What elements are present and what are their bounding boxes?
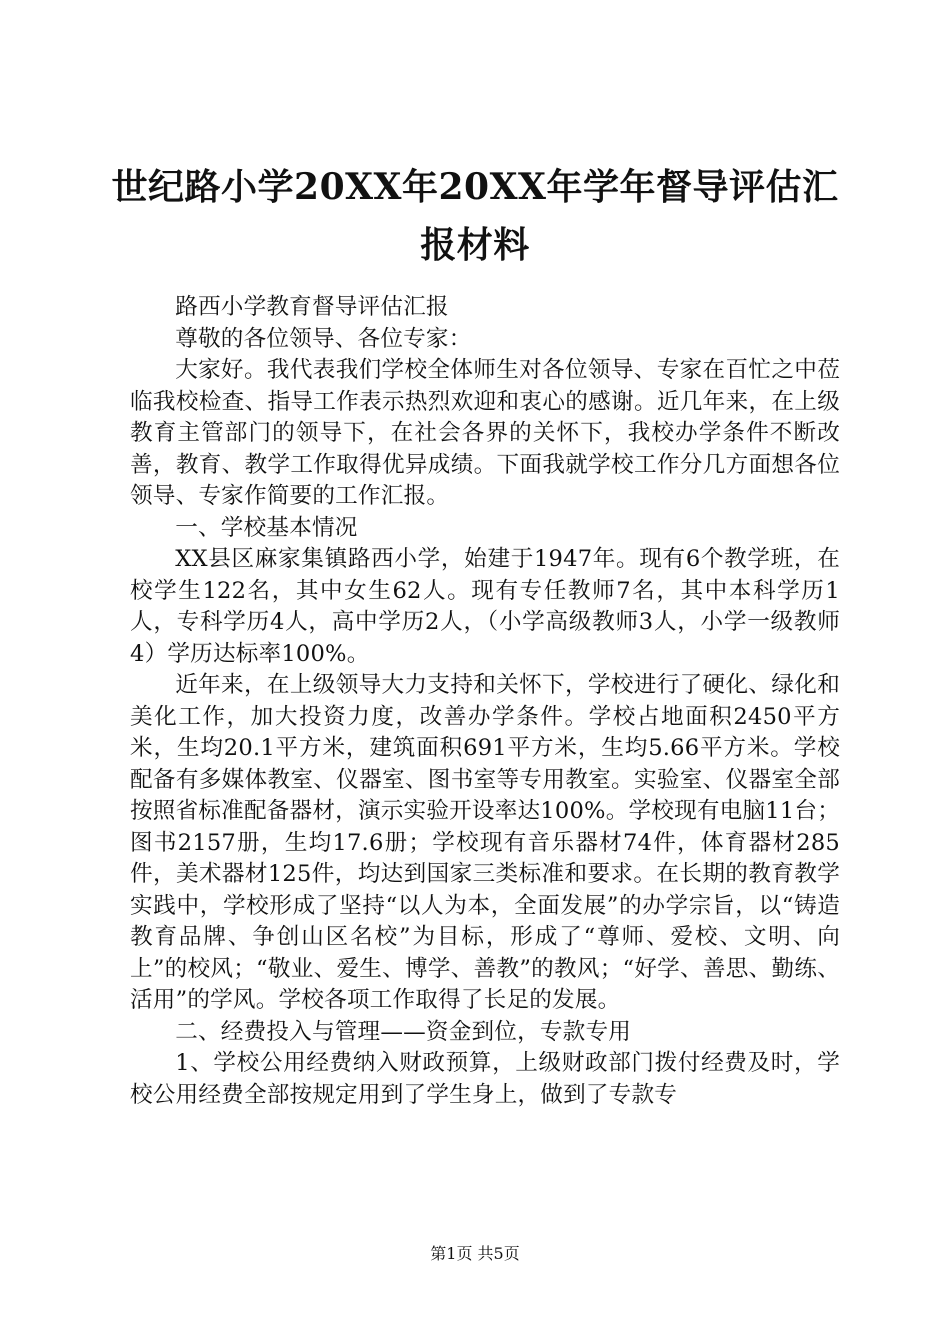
paragraph-subtitle: 路西小学教育督导评估汇报: [175, 294, 449, 320]
document-body: [130, 292, 840, 1111]
paragraph-facilities: 近年来，在上级领导大力支持和关怀下，学校进行了硬化、绿化和美化工作，加大投资力度，改善办学条件。学校占地面积2450平方米，生均20.1平方米，建筑面积691平方米，生均5.66平方米。学校配备有多媒体教室、仪器室、图书室等专用教室。实验室、仪器室全部按照省标准配备器材，演示实验开设率达100%。学校现有电脑11台；图书2157册，生均17.6册；学校现有音乐器材74件，体育器材285件，美术器材125件，均达到国家三类标准和要求。在长期的教育教学实践中，学校形成了坚持“以人为本，全面发展”的办学宗旨，以“铸造教育品牌、争创山区名校”为目标，形成了“尊师、爱校、文明、向上”的校风；“敬业、爱生、博学、善教”的教风；“好学、善思、勤练、活用”的学风。学校各项工作取得了长足的发展。: [130, 672, 840, 1013]
paragraph-school-info: XX县区麻家集镇路西小学，始建于1947年。现有6个教学班，在校学生122名，其中女生62人。现有专任教师7名，其中本科学历1人，专科学历4人，高中学历2人，（小学高级教师3人，小学一级教师4）学历达标率100%。: [130, 546, 840, 667]
paragraph-funding: 1、学校公用经费纳入财政预算，上级财政部门拨付经费及时，学校公用经费全部按规定用到了学生身上，做到了专款专: [130, 1050, 840, 1108]
section-heading-2: 二、经费投入与管理——资金到位，专款专用: [175, 1018, 632, 1045]
section-heading-1: 一、学校基本情况: [175, 514, 358, 541]
page-number-footer: 第1页 共5页: [430, 1244, 520, 1263]
paragraph-salutation: 尊敬的各位领导、各位专家：: [175, 325, 472, 352]
paragraph-greeting: 大家好。我代表我们学校全体师生对各位领导、专家在百忙之中莅临我校检查、指导工作表示热烈欢迎和衷心的感谢。近几年来，在上级教育主管部门的领导下，在社会各界的关怀下，我校办学条件不断改善，教育、教学工作取得优异成绩。下面我就学校工作分几方面想各位领导、专家作简要的工作汇报。: [130, 357, 840, 509]
document-title: 世纪路小学20XX年20XX年学年督导评估汇报材料: [111, 166, 839, 266]
